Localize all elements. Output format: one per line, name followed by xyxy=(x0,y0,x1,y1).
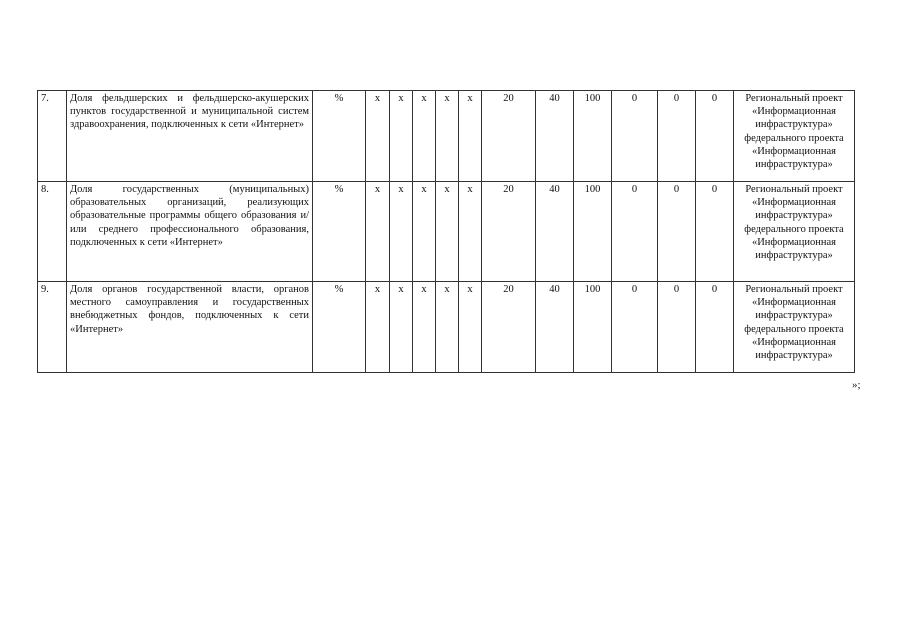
value-cell: 0 xyxy=(696,182,734,282)
value-cell: x xyxy=(366,182,390,282)
value-cell: 40 xyxy=(536,182,574,282)
value-cell: x xyxy=(366,91,390,182)
value-cell: x xyxy=(459,282,482,373)
value-cell: 0 xyxy=(612,91,658,182)
value-cell: 0 xyxy=(696,282,734,373)
value-cell: x xyxy=(459,182,482,282)
value-cell: x xyxy=(413,182,436,282)
value-cell: 40 xyxy=(536,91,574,182)
value-cell: 100 xyxy=(574,282,612,373)
table-row xyxy=(38,282,855,373)
value-cell: 100 xyxy=(574,182,612,282)
unit-cell: % xyxy=(313,282,366,373)
table-row xyxy=(38,182,855,282)
value-cell: x xyxy=(390,282,413,373)
value-cell: 0 xyxy=(658,282,696,373)
value-cell: 0 xyxy=(696,91,734,182)
row-number: 8. xyxy=(38,182,67,282)
value-cell: 20 xyxy=(482,282,536,373)
value-cell: 100 xyxy=(574,91,612,182)
source-cell: Региональный проект «Информационная инфраструктура» федерального проекта «Информационная инфраструктура» xyxy=(734,282,855,373)
value-cell: x xyxy=(366,282,390,373)
value-cell: 20 xyxy=(482,91,536,182)
value-cell: 40 xyxy=(536,282,574,373)
value-cell: x xyxy=(413,282,436,373)
closing-quote-mark: »; xyxy=(852,379,861,391)
value-cell: 0 xyxy=(612,182,658,282)
value-cell: x xyxy=(413,91,436,182)
value-cell: 0 xyxy=(612,282,658,373)
unit-cell: % xyxy=(313,182,366,282)
row-number: 7. xyxy=(38,91,67,182)
value-cell: x xyxy=(436,91,459,182)
value-cell: 0 xyxy=(658,182,696,282)
source-cell: Региональный проект «Информационная инфраструктура» федерального проекта «Информационная инфраструктура» xyxy=(734,91,855,182)
value-cell: 0 xyxy=(658,91,696,182)
value-cell: x xyxy=(436,282,459,373)
indicator-name: Доля фельдшерских и фельдшерско-акушерских пунктов государственной и муниципальной систем здравоохранения, подключенных к сети «Интернет» xyxy=(67,91,313,182)
unit-cell: % xyxy=(313,91,366,182)
indicator-name: Доля органов государственной власти, органов местного самоуправления и государственных внебюджетных фондов, подключенных к сети «Интернет» xyxy=(67,282,313,373)
value-cell: x xyxy=(459,91,482,182)
table-row xyxy=(38,91,855,182)
indicator-table xyxy=(37,90,855,373)
value-cell: x xyxy=(390,91,413,182)
indicator-name: Доля государственных (муниципальных) образовательных организаций, реализующих образовательные программы общего образования и/или среднего профессионального образования, подключенных к сети «Интернет» xyxy=(67,182,313,282)
source-cell: Региональный проект «Информационная инфраструктура» федерального проекта «Информационная инфраструктура» xyxy=(734,182,855,282)
value-cell: x xyxy=(390,182,413,282)
row-number: 9. xyxy=(38,282,67,373)
value-cell: x xyxy=(436,182,459,282)
value-cell: 20 xyxy=(482,182,536,282)
